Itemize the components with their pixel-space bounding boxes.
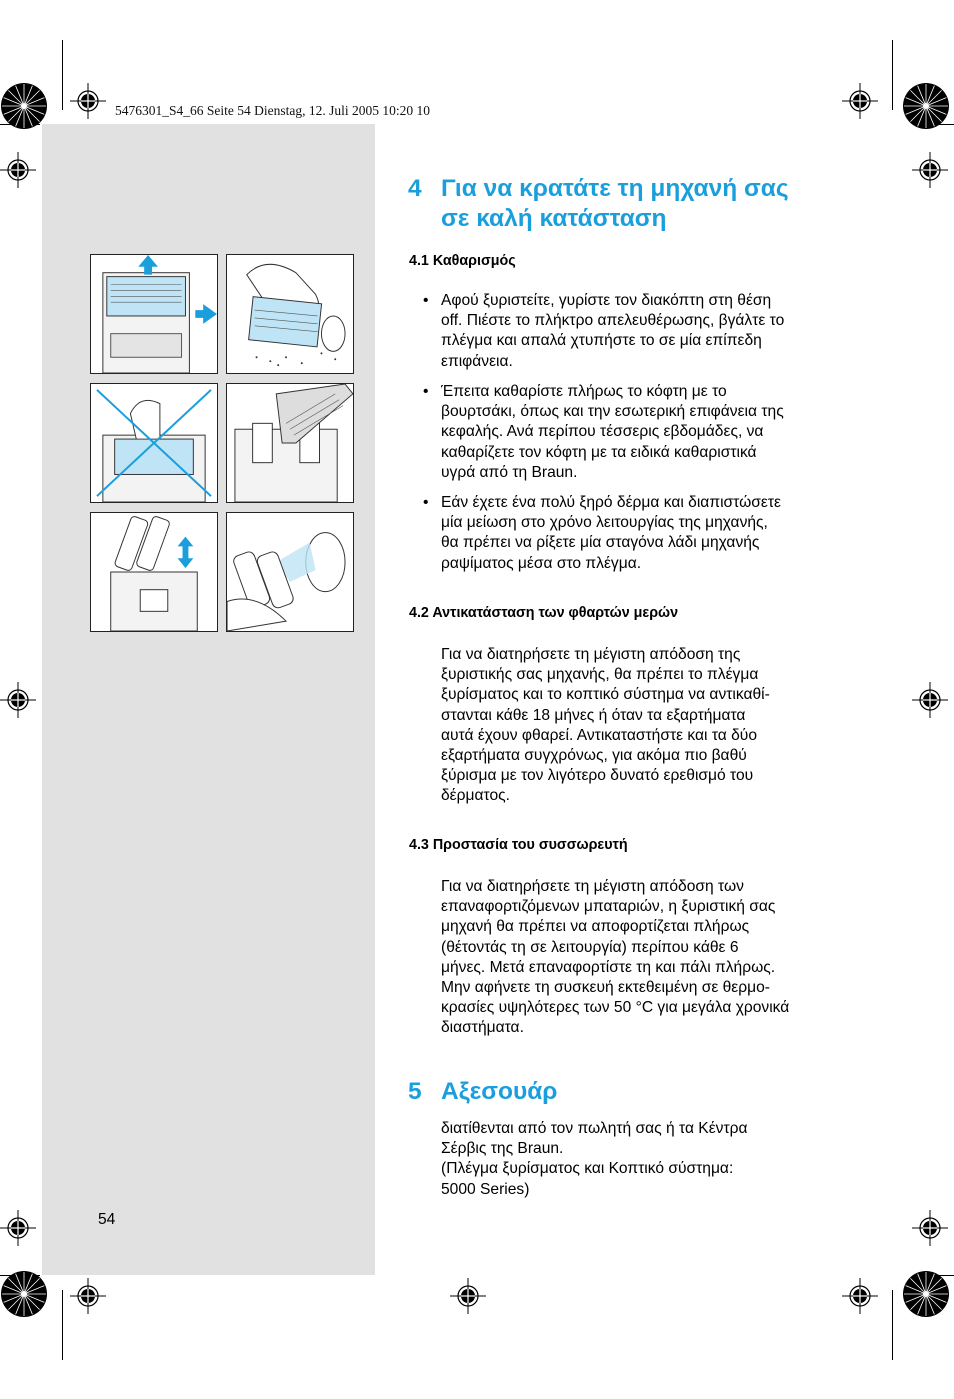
text-line: πλέγμα και απαλά χτυπήστε το σε μία επίπεδη [441,332,762,350]
text-line: Αφού ξυριστείτε, γυρίστε τον διακόπτη στη θέση [441,292,772,309]
registration-mark-icon [912,1210,948,1246]
text-line: ξυρίσματος και το κοπτικό σύστημα να αντικαθί- [441,686,770,704]
text-line: (Πλέγμα ξυρίσματος και Κοπτικό σύστημα: [441,1160,734,1178]
paragraph-4-2 [441,645,861,807]
print-header: 5476301_S4_66 Seite 54 Dienstag, 12. Juli 2005 10:20 10 [115,103,430,118]
registration-mark-icon [0,152,36,188]
section-number: 4 [408,175,422,202]
registration-mark-icon [450,1278,486,1314]
paragraph-4-3 [441,877,861,1039]
figure-brush-cutter [226,383,354,503]
subsection-heading-4-3: 4.3 Προστασία του συσσωρευτή [409,837,628,853]
registration-mark-icon [70,83,106,119]
bullet-symbol: • [423,383,429,400]
section-4-heading [408,174,908,234]
starburst-corner-icon [902,1270,950,1318]
text-line: επιφάνεια. [441,352,513,370]
text-line: 5000 Series) [441,1180,530,1198]
text-line: εξαρτήματα συγχρόνως, για ακόμα πιο βαθύ [441,747,747,765]
bullet-symbol: • [423,494,429,511]
text-line: αυτά έχουν φθαρεί. Αντικαταστήστε και τα δύο [441,726,757,744]
text-line: μηχανή θα πρέπει να αποφορτίζεται πλήρως [441,918,750,936]
starburst-corner-icon [902,82,950,130]
text-line: off. Πιέστε το πλήκτρο απελευθέρωσης, βγάλτε το [441,312,785,330]
text-line: ραψίματος μέσα στο πλέγμα. [441,554,642,572]
crop-mark [892,40,893,110]
figure-oil-drop [226,512,354,632]
text-line: (θέτοντάς τη σε λειτουργία) περίπου κάθε 6 [441,938,739,956]
registration-mark-icon [842,83,878,119]
text-line: υγρά από τη Braun. [441,463,578,481]
subsection-heading-4-2: 4.2 Αντικατάσταση των φθαρτών μερών [409,605,679,621]
text-line: Έπειτα καθαρίστε πλήρως το κόφτη με το [441,383,727,400]
figure-foil-release [90,254,218,374]
bullet-paragraph [441,291,861,372]
section-number: 5 [408,1078,422,1105]
starburst-corner-icon [0,82,48,130]
text-line: μία μείωση στο χρόνο λειτουργίας της μηχανής, [441,514,768,532]
page-number: 54 [98,1211,116,1228]
section-title: Αξεσουάρ [441,1078,558,1105]
text-line: ξύρισμα με τον λιγότερο δυνατό ερεθισμό του [441,767,754,785]
crop-mark [892,1290,893,1360]
text-line: μήνες. Μετά επαναφορτίστε τη και πάλι πλήρως. [441,958,776,976]
text-line: θα πρέπει να ρίξετε μία σταγόνα λάδι μηχανής [441,534,760,552]
registration-mark-icon [70,1278,106,1314]
text-line: Εάν έχετε ένα πολύ ξηρό δέρμα και διαπιστώσετε [441,494,781,511]
section-5-heading [408,1077,808,1107]
text-line: βουρτσάκι, όπως και την εσωτερική επιφάνεια της [441,403,784,421]
text-line: Για να διατηρήσετε τη μέγιστη απόδοση της [441,646,741,663]
text-line: κρασίες υψηλότερες των 50 °C για μεγάλα χρονικά [441,999,790,1017]
section-title-line: σε καλή κατάσταση [441,205,667,232]
crop-mark [62,40,63,110]
text-line: Σέρβις της Braun. [441,1140,564,1158]
text-line: επαναφορτιζόμενων μπαταριών, η ξυριστική σας [441,898,776,916]
text-line: ξυριστικής σας μηχανής, θα πρέπει το πλέγμα [441,666,759,684]
text-line: κεφαλής. Ανά περίπου τέσσερις εβδομάδες, να [441,423,764,441]
text-line: καθαρίζετε τον κόφτη με τα ειδικά καθαριστικά [441,443,757,461]
figure-replace-parts [90,512,218,632]
bullet-paragraph [441,382,861,483]
registration-mark-icon [0,682,36,718]
registration-mark-icon [912,682,948,718]
text-line: δέρματος. [441,787,510,805]
figure-tapping-foil [226,254,354,374]
text-line: Μην αφήνετε τη συσκευή εκτεθειμένη σε θερμο- [441,979,770,997]
crop-mark [62,1290,63,1360]
section-title-line: Για να κρατάτε τη μηχανή σας [441,175,789,202]
text-line: διατίθενται από τον πωλητή σας ή τα Κέντρα [441,1120,748,1137]
bullet-symbol: • [423,292,429,309]
text-line: Για να διατηρήσετε τη μέγιστη απόδοση των [441,878,744,895]
subsection-heading-4-1: 4.1 Καθαρισμός [409,253,516,269]
registration-mark-icon [0,1210,36,1246]
paragraph-5 [441,1119,861,1200]
bullet-paragraph [441,493,861,574]
starburst-corner-icon [0,1270,48,1318]
text-line: στανται κάθε 18 μήνες ή όταν τα εξαρτήματα [441,706,746,724]
figure-no-brush-foil [90,383,218,503]
registration-mark-icon [912,152,948,188]
text-line: διαστήματα. [441,1019,524,1037]
registration-mark-icon [842,1278,878,1314]
